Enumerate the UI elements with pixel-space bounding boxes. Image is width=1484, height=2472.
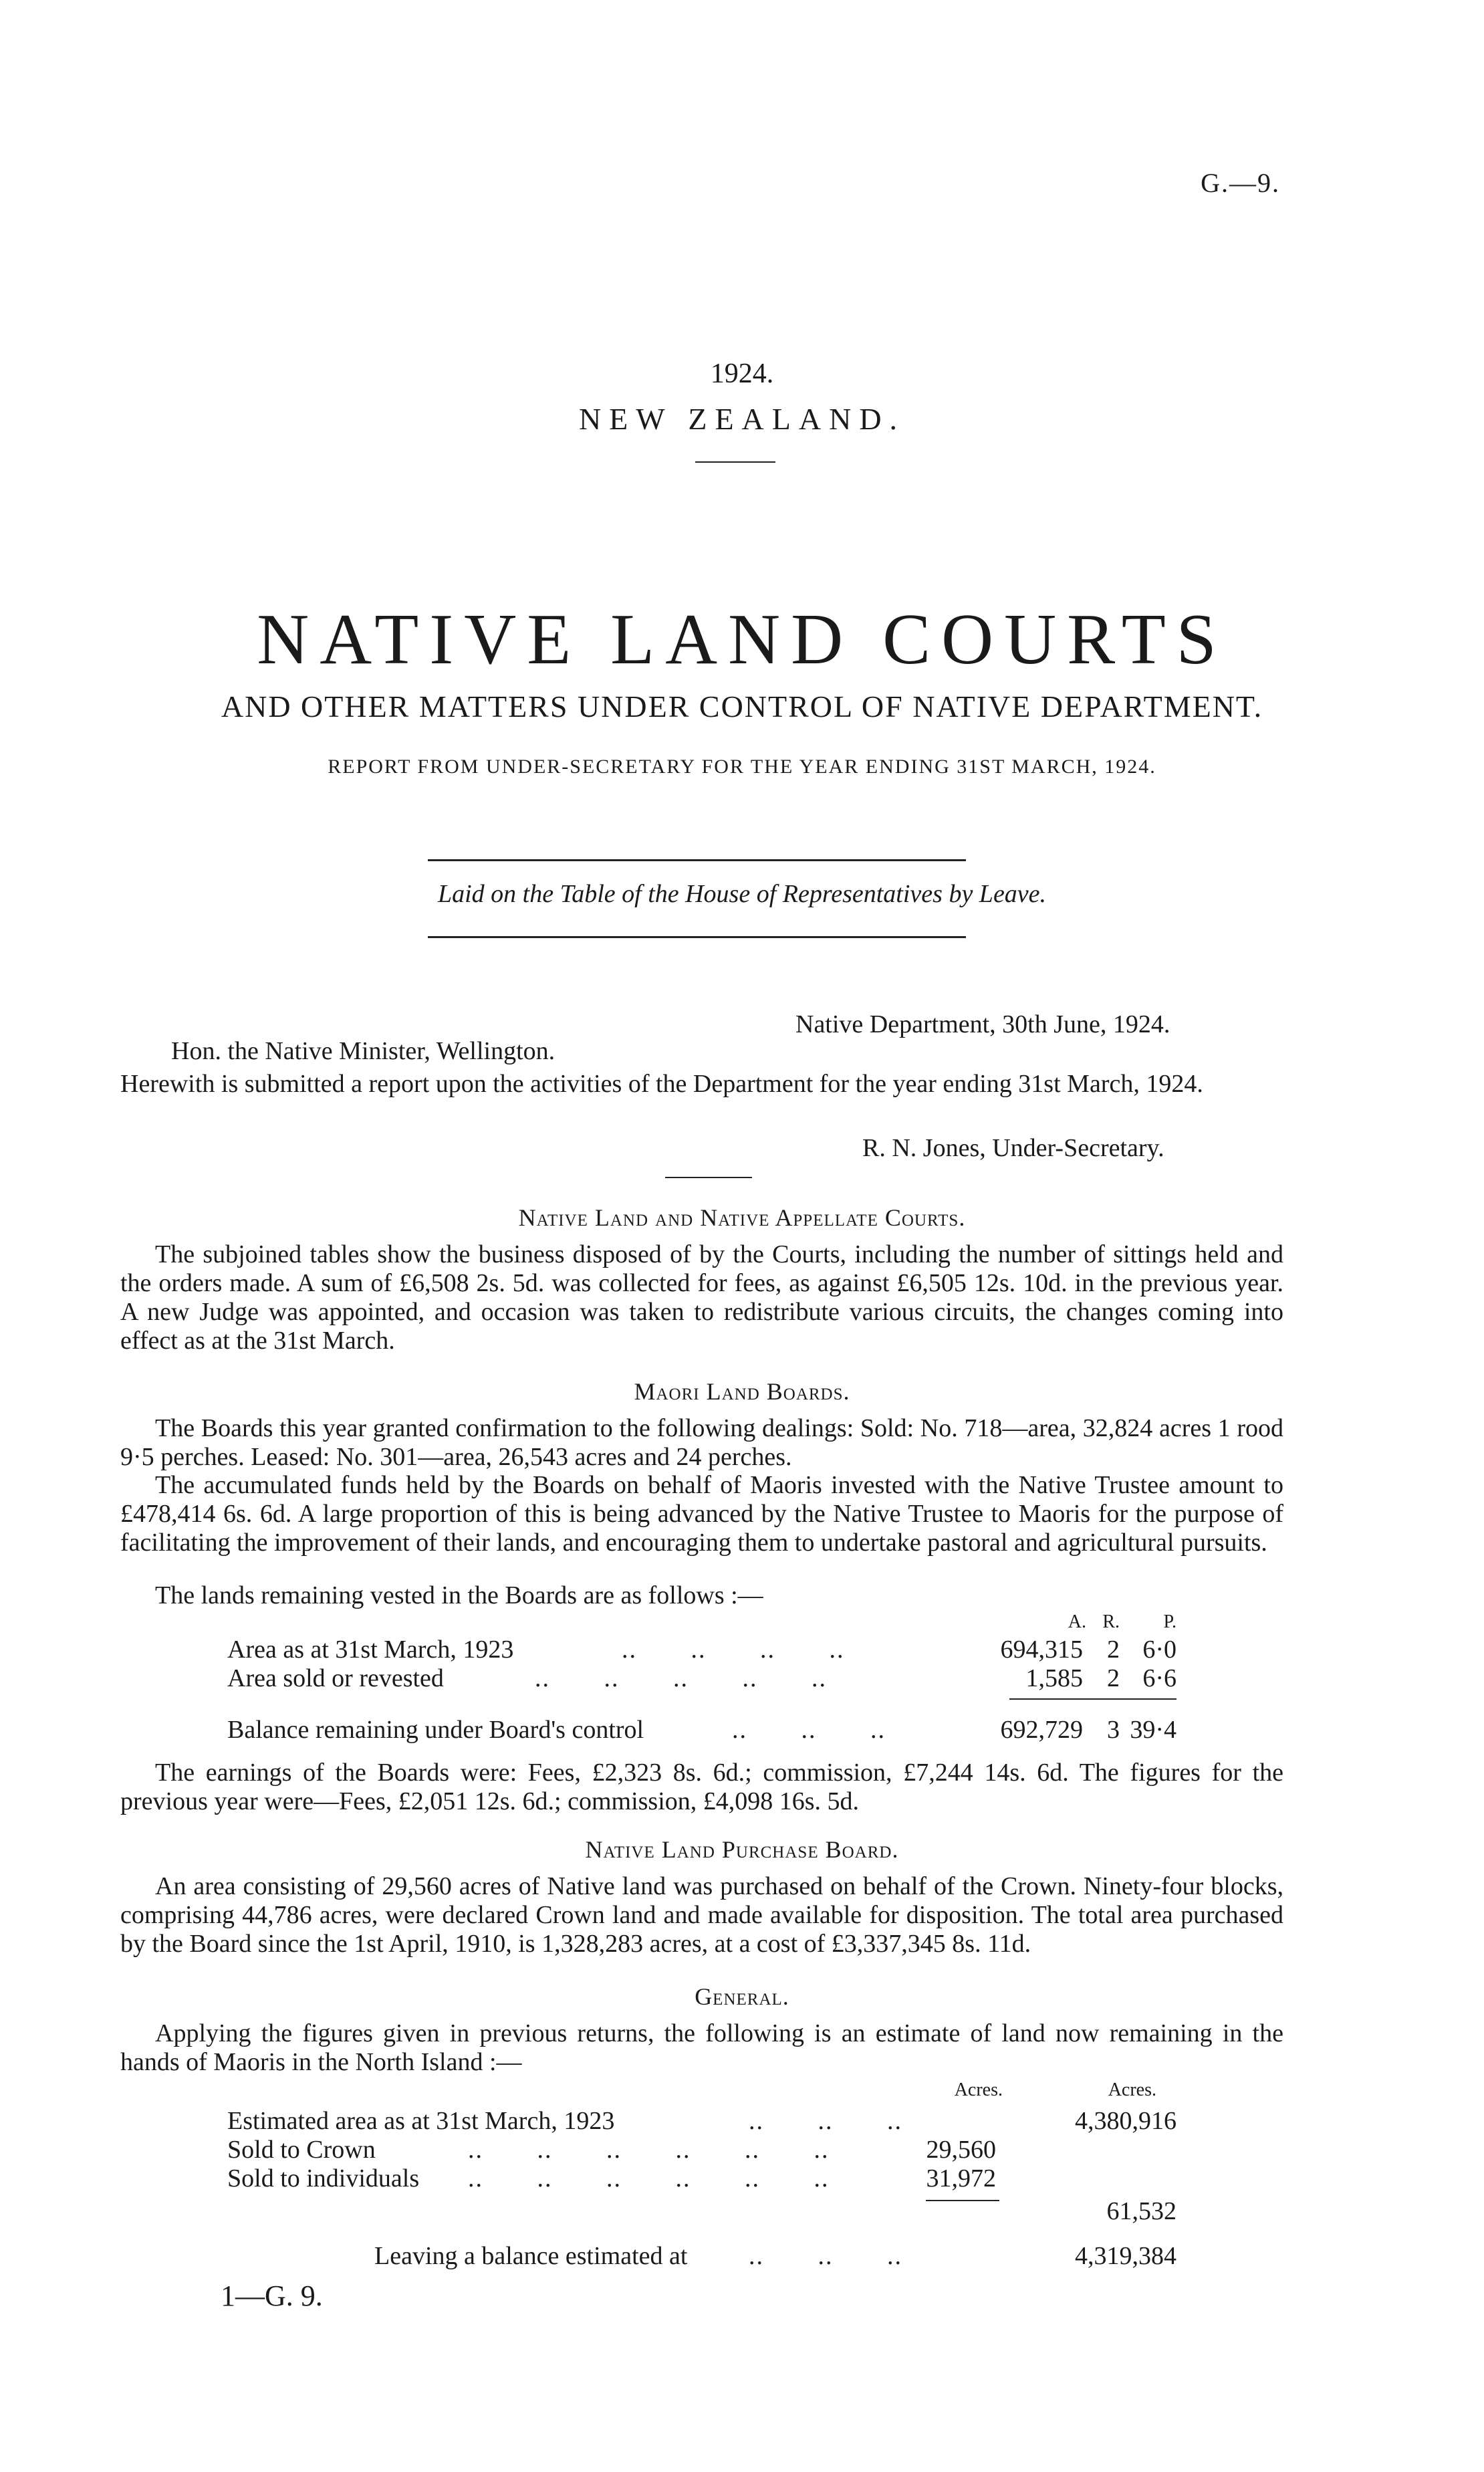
country: NEW ZEALAND. xyxy=(578,402,906,436)
cell-roods: 2 xyxy=(1107,1636,1120,1664)
cell-perches: 6·0 xyxy=(1142,1636,1177,1664)
col-head-acres-1: Acres. xyxy=(954,2080,1003,2100)
col-head-roods: R. xyxy=(1102,1611,1120,1632)
boards-paragraph-3 xyxy=(120,1581,1283,1610)
purchase-text: An area consisting of 29,560 acres of Native land was purchased on behalf of the Crown. Ninety-four blocks, comprising 44,786 acres, were declared Crown land and made available for disposition. The total area purchased by the Board since the 1st April, 1910, is 1,328,283 acres, at a cost of £3,337,345 8s. 11d. xyxy=(120,1872,1283,1958)
divider xyxy=(428,936,966,938)
letter-place-date: Native Department, 30th June, 1924. xyxy=(795,1010,1170,1038)
col-head-perches: P. xyxy=(1163,1611,1177,1632)
row-label: Area as at 31st March, 1923 xyxy=(227,1636,514,1664)
cell-acres: 1,585 xyxy=(1025,1664,1083,1692)
section-heading-courts: Native Land and Native Appellate Courts. xyxy=(518,1204,966,1231)
leader-dots: .. .. .. .. .. xyxy=(535,1664,827,1692)
general-text: Applying the figures given in previous returns, the following is an estimate of land now remaining in the hands of Maoris in the North Island :— xyxy=(120,2019,1283,2076)
letter-addressee: Hon. the Native Minister, Wellington. xyxy=(171,1037,555,1065)
table-rule xyxy=(926,2200,999,2201)
boards-paragraph-2 xyxy=(120,1471,1283,1557)
boards-text-1: The Boards this year granted confirmation to the following dealings: Sold: No. 718—area, 32,824 acres 1 rood 9·5 perches. Leased: No. 301—area, 26,543 acres and 24 perches. xyxy=(120,1414,1283,1471)
cell-acres-1: 29,560 xyxy=(926,2136,996,2164)
leader-dots: .. .. .. xyxy=(732,1716,886,1744)
col-head-acres: A. xyxy=(1068,1611,1086,1632)
divider xyxy=(665,1177,752,1178)
cell-acres: 694,315 xyxy=(1000,1636,1083,1664)
courts-text: The subjoined tables show the business disposed of by the Courts, including the number of sittings held and the orders made. A sum of £6,508 2s. 5d. was collected for fees, as against £6,505 12s. 10d. in the previous year. A new Judge was appointed, and occasion was taken to redistribute various circuits, the changes coming into effect as at the 31st March. xyxy=(120,1240,1283,1355)
cell-roods: 3 xyxy=(1107,1716,1120,1744)
boards-paragraph-1 xyxy=(120,1414,1283,1472)
letter-body-text: Herewith is submitted a report upon the activities of the Department for the year ending 31st March, 1924. xyxy=(120,1070,1203,1098)
row-label: Estimated area as at 31st March, 1923 xyxy=(227,2107,615,2135)
year: 1924. xyxy=(710,358,774,389)
leader-dots: .. .. .. .. .. .. xyxy=(468,2164,830,2193)
report-line: REPORT FROM UNDER-SECRETARY FOR THE YEAR ENDING 31ST MARCH, 1924. xyxy=(328,756,1156,778)
page-reference: G.—9. xyxy=(1201,168,1280,198)
page-title: NATIVE LAND COURTS xyxy=(257,600,1227,679)
divider xyxy=(695,461,775,463)
balance-label: Leaving a balance estimated at xyxy=(374,2242,688,2270)
subtitle: AND OTHER MATTERS UNDER CONTROL OF NATIVE DEPARTMENT. xyxy=(221,689,1263,723)
subtotal: 61,532 xyxy=(1106,2197,1177,2225)
boards-paragraph-4 xyxy=(120,1759,1283,1816)
leader-dots: .. .. .. xyxy=(749,2107,902,2135)
letter-signature: R. N. Jones, Under-Secretary. xyxy=(862,1134,1164,1162)
general-paragraph xyxy=(120,2019,1283,2077)
purchase-paragraph xyxy=(120,1872,1283,1958)
cell-acres-1: 31,972 xyxy=(926,2164,996,2193)
row-label: Area sold or revested xyxy=(227,1664,444,1692)
cell-acres: 692,729 xyxy=(1000,1716,1083,1744)
balance-label: Balance remaining under Board's control xyxy=(227,1716,644,1744)
letter-body xyxy=(120,1070,1283,1099)
courts-paragraph xyxy=(120,1240,1283,1355)
footer-reference: 1—G. 9. xyxy=(221,2279,323,2312)
leader-dots: .. .. .. .. xyxy=(622,1636,845,1664)
table-rule xyxy=(1009,1698,1177,1700)
cell-perches: 39·4 xyxy=(1130,1716,1177,1744)
laid-on-table: Laid on the Table of the House of Representatives by Leave. xyxy=(437,880,1047,908)
cell-perches: 6·6 xyxy=(1142,1664,1177,1692)
section-heading-general: General. xyxy=(695,1983,789,2010)
boards-text-4: The earnings of the Boards were: Fees, £2,323 8s. 6d.; commission, £7,244 14s. 6d. The figures for the previous year were—Fees, £2,051 12s. 6d.; commission, £4,098 16s. 5d. xyxy=(120,1759,1283,1815)
balance-value: 4,319,384 xyxy=(1075,2242,1177,2270)
boards-text-3: The lands remaining vested in the Boards are as follows :— xyxy=(155,1581,763,1609)
row-label: Sold to Crown xyxy=(227,2136,376,2164)
boards-text-2: The accumulated funds held by the Boards on behalf of Maoris invested with the Native Trustee amount to £478,414 6s. 6d. A large proportion of this is being advanced by the Native Trustee to Maoris for the purpose of facilitating the improvement of their lands, and encouraging them to undertake pastoral and agricultural pursuits. xyxy=(120,1471,1283,1557)
cell-acres-2: 4,380,916 xyxy=(1075,2107,1177,2135)
leader-dots: .. .. .. .. .. .. xyxy=(468,2136,830,2164)
cell-roods: 2 xyxy=(1107,1664,1120,1692)
divider xyxy=(428,859,966,861)
col-head-acres-2: Acres. xyxy=(1108,2080,1156,2100)
leader-dots: .. .. .. xyxy=(749,2242,902,2270)
row-label: Sold to individuals xyxy=(227,2164,420,2193)
section-heading-boards: Maori Land Boards. xyxy=(634,1378,850,1405)
section-heading-purchase: Native Land Purchase Board. xyxy=(585,1836,899,1863)
